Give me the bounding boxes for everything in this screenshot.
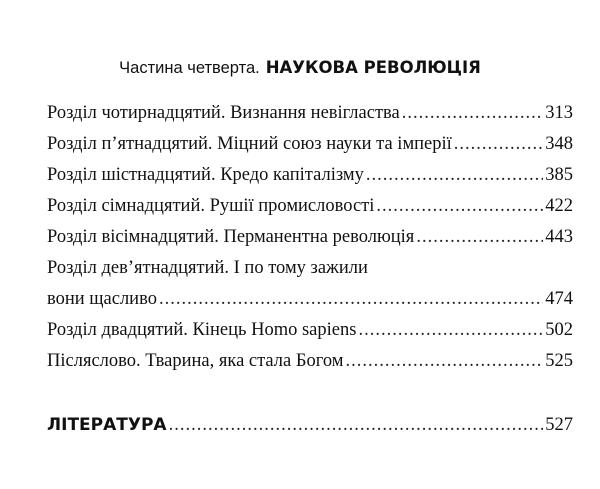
toc-entry-chapter-18[interactable] [47,222,573,253]
part-prefix: Частина четверта. [119,59,260,77]
toc-entry-label: Розділ вісімнадцятий. Перманентна революція [47,227,415,247]
toc-entry-literature[interactable] [47,410,573,441]
leader-dots [358,315,543,346]
toc-entry-page: 348 [545,134,573,154]
leader-dots [159,284,543,315]
toc-entry-chapter-16[interactable] [47,160,573,191]
literature-page: 527 [545,415,573,435]
leader-dots [376,191,543,222]
leader-dots [454,129,543,160]
toc-entry-page: 385 [545,165,573,185]
toc-entry-label: Розділ п’ятнадцятий. Міцний союз науки та імперії [47,134,452,154]
toc-entry-chapter-17[interactable] [47,191,573,222]
toc-entry-label: Розділ сімнадцятий. Рушії промисловості [47,196,375,216]
toc-entry-label: Післяслово. Тварина, яка стала Богом [47,351,344,371]
toc-entry-label-line2: вони щасливо [47,289,157,309]
toc-entry-page: 502 [545,320,573,340]
leader-dots [402,98,544,129]
literature-label: ЛІТЕРАТУРА [47,415,167,435]
toc-entry-afterword[interactable] [47,346,573,377]
toc-entry-label: Розділ двадцятий. Кінець Homo sapiens [47,320,357,340]
toc-entry-chapter-19[interactable] [47,253,573,315]
toc-entry-page: 313 [545,103,573,123]
toc-entry-page: 443 [545,227,573,247]
leader-dots [366,160,543,191]
toc-entry-chapter-20[interactable] [47,315,573,346]
toc-entry-page: 525 [545,351,573,371]
toc-entry-label: Розділ чотирнадцятий. Визнання невігластва [47,103,400,123]
part-title: НАУКОВА РЕВОЛЮЦІЯ [265,58,481,77]
toc-entry-label-line1: Розділ дев’ятнадцятий. І по тому зажили [47,258,368,278]
leader-dots [169,410,544,441]
toc-entry-label: Розділ шістнадцятий. Кредо капіталізму [47,165,364,185]
toc-entry-chapter-15[interactable] [47,129,573,160]
toc-list [47,98,573,377]
toc-entry-chapter-14[interactable] [47,98,573,129]
leader-dots [416,222,543,253]
toc-entry-page: 474 [545,289,573,309]
leader-dots [345,346,543,377]
toc-entry-page: 422 [545,196,573,216]
part-heading [0,58,600,78]
